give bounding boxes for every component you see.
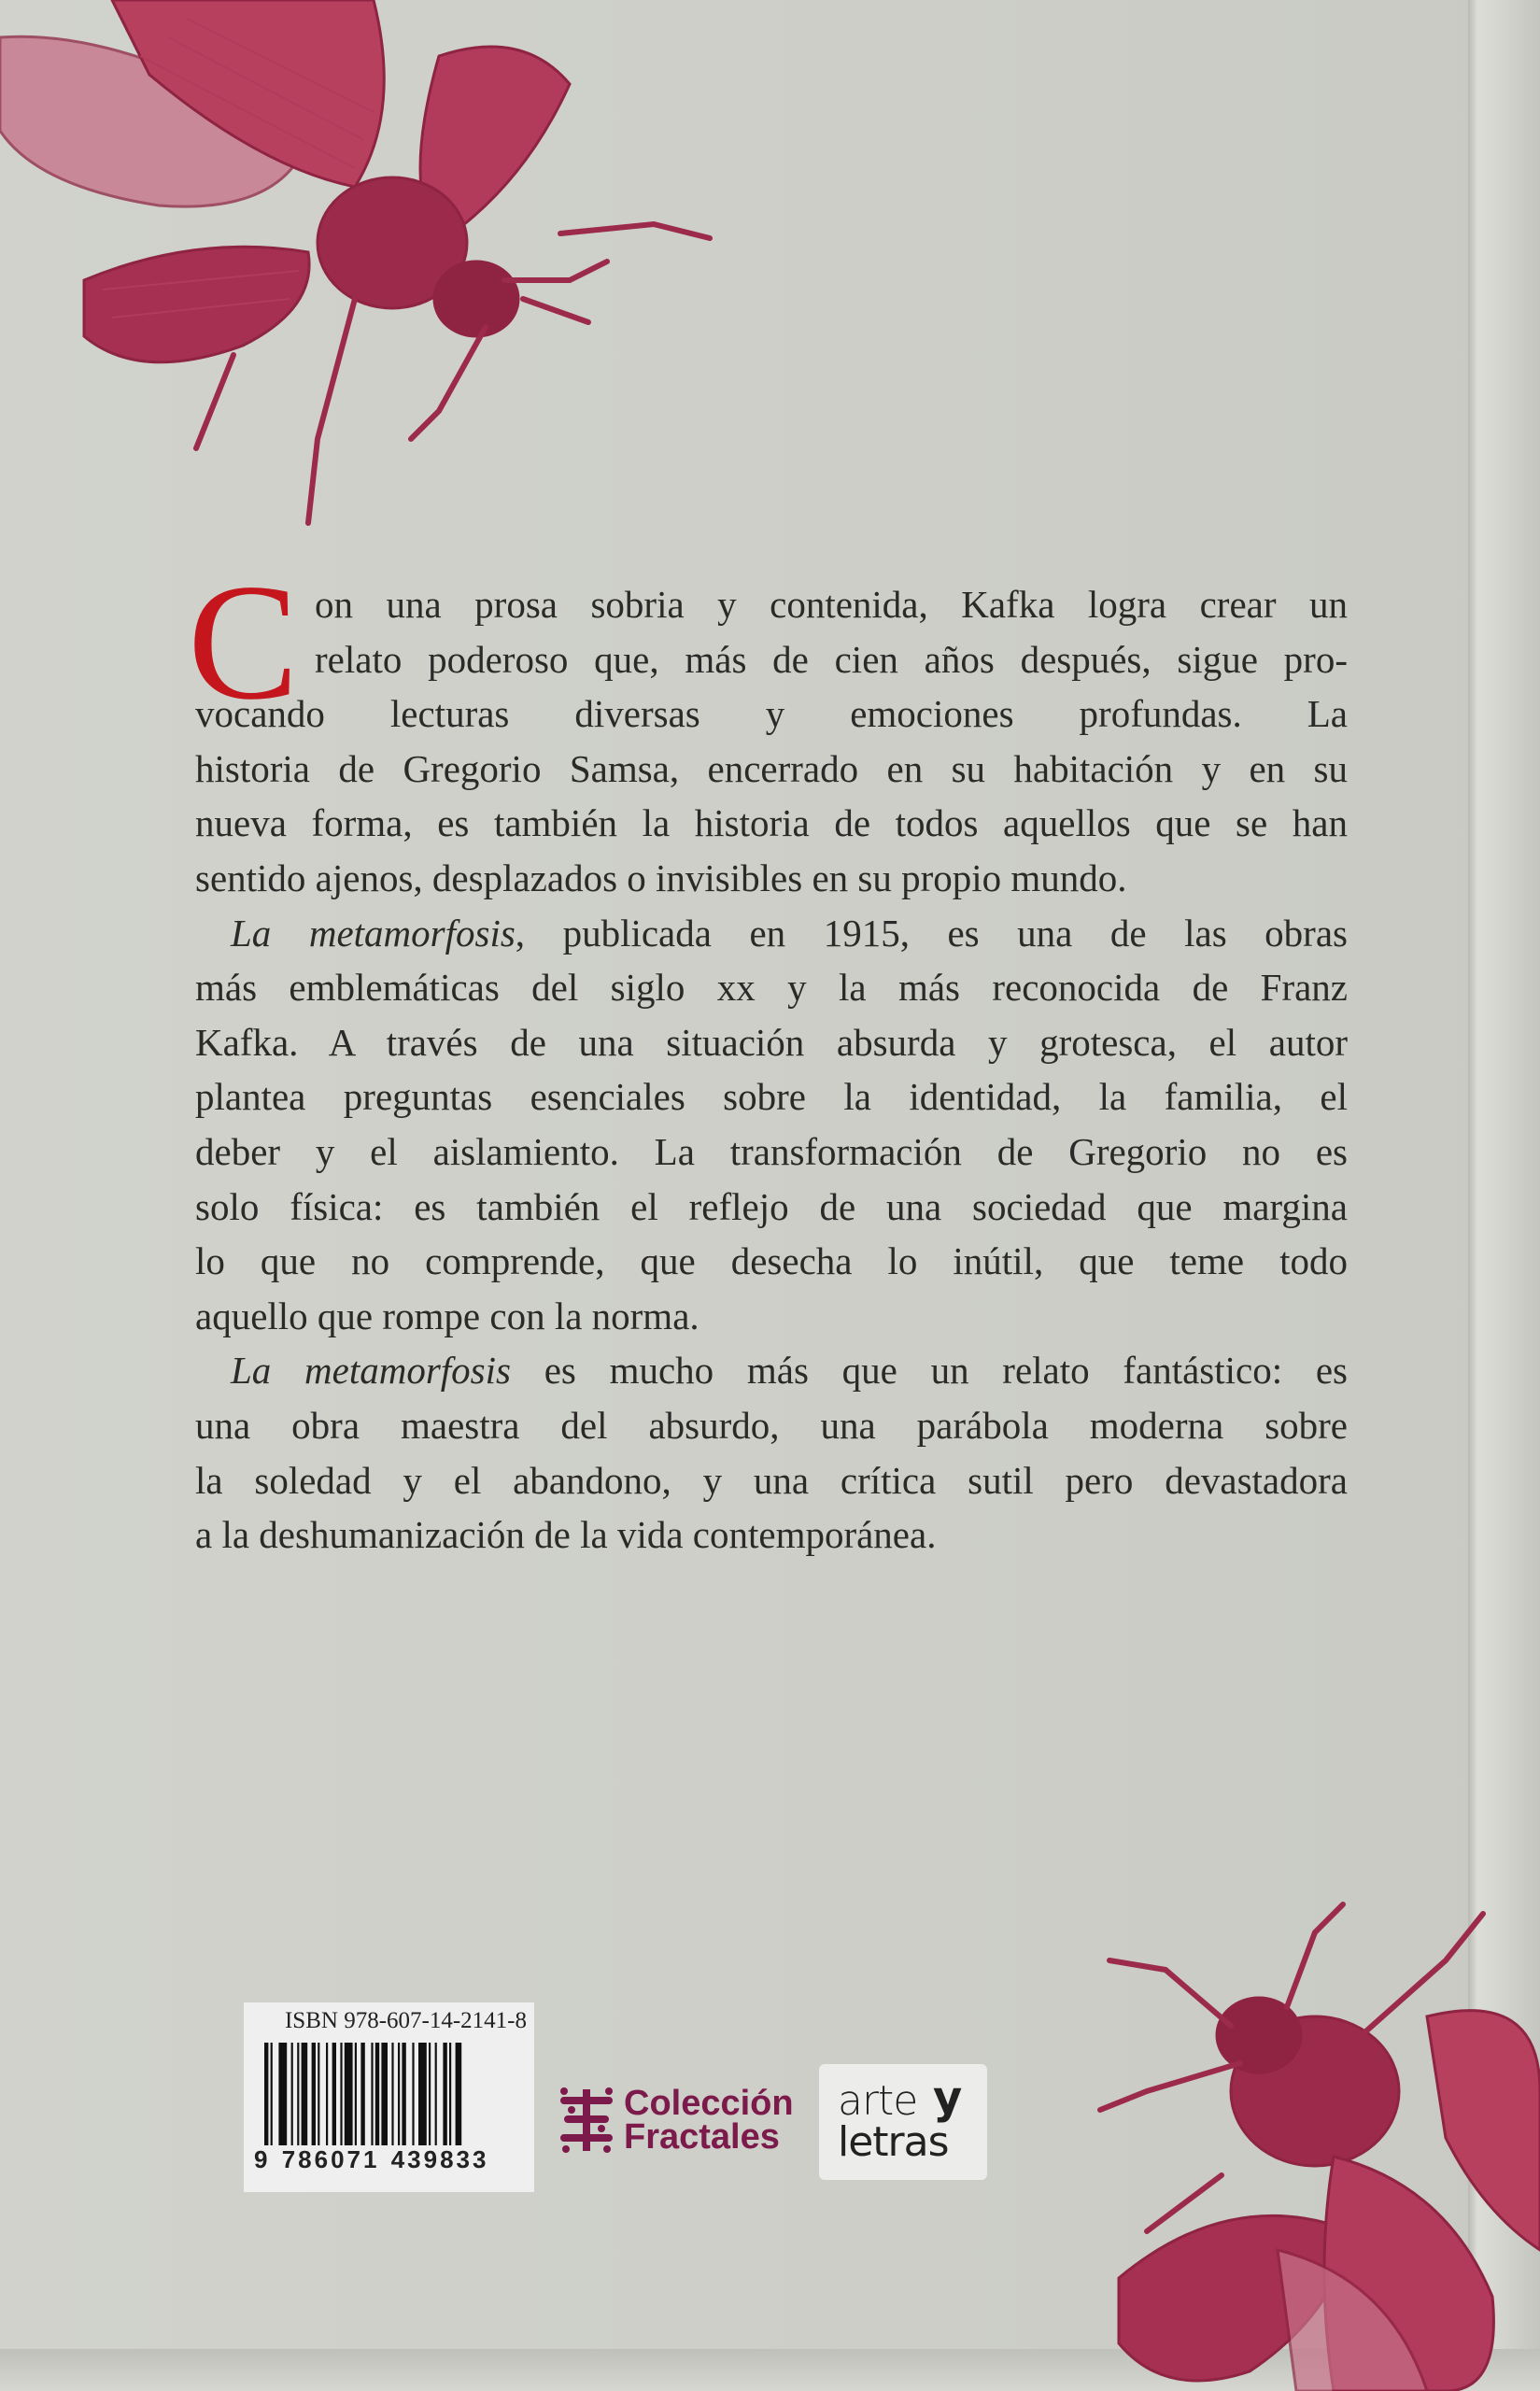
blurb-line: solo física: es también el reflejo de una sociedad que margina bbox=[195, 1184, 1348, 1228]
collection-name-line1: Colección bbox=[624, 2084, 794, 2123]
blurb-line: a la deshumanización de la vida contemporánea. bbox=[195, 1513, 937, 1557]
blurb-line: aquello que rompe con la norma. bbox=[195, 1294, 699, 1337]
arte-y-letras-logo bbox=[819, 2064, 987, 2180]
blurb-line-text: es mucho más que un relato fantástico: es bbox=[510, 1349, 1348, 1393]
fractal-icon bbox=[557, 2087, 616, 2153]
collection-name-line2: Fractales bbox=[624, 2117, 780, 2157]
beetle-illustration-top-left bbox=[0, 0, 728, 542]
beetle-illustration-bottom-right bbox=[1091, 1876, 1540, 2391]
ean-digit-group: 786071 bbox=[281, 2145, 380, 2173]
isbn-number: ISBN 978-607-14-2141-8 bbox=[284, 2008, 527, 2033]
imprint-word-y: y bbox=[933, 2072, 963, 2124]
blurb-line: relato poderoso que, más de cien años después, sigue pro- bbox=[315, 637, 1348, 681]
book-title: La metamorfosis bbox=[231, 1349, 511, 1393]
blurb-line: deber y el aislamiento. La transformación de Gregorio no es bbox=[195, 1129, 1348, 1173]
drop-cap: C bbox=[188, 549, 299, 734]
ean-digit-group: 9 bbox=[254, 2145, 271, 2173]
book-title: La metamorfosis bbox=[231, 911, 516, 955]
blurb-line: lo que no comprende, que desecha lo inútil, que teme todo bbox=[195, 1239, 1348, 1283]
blurb-text bbox=[188, 549, 1348, 1563]
blurb-line: la soledad y el abandono, y una crítica sutil pero devastadora bbox=[195, 1458, 1348, 1502]
blurb-line bbox=[195, 1343, 1348, 1398]
blurb-line: plantea preguntas esenciales sobre la identidad, la familia, el bbox=[195, 1075, 1348, 1119]
blurb-line bbox=[195, 906, 1348, 961]
blurb-line: sentido ajenos, desplazados o invisibles en su propio mundo. bbox=[195, 856, 1127, 899]
blurb-line: más emblemáticas del siglo xx y la más reconocida de Franz bbox=[195, 966, 1348, 1010]
blurb-line: on una prosa sobria y contenida, Kafka logra crear un bbox=[315, 583, 1348, 626]
blurb-line: Kafka. A través de una situación absurda y grotesca, el autor bbox=[195, 1020, 1348, 1064]
imprint-word-letras: letras bbox=[838, 2118, 949, 2166]
ean-digit-group: 439833 bbox=[390, 2145, 489, 2173]
blurb-line: nueva forma, es también la historia de todos aquellos que se han bbox=[195, 801, 1348, 845]
blurb-line: vocando lecturas diversas y emociones profundas. La bbox=[195, 692, 1348, 736]
ean-digits bbox=[253, 2145, 489, 2174]
blurb-line: una obra maestra del absurdo, una parábola moderna sobre bbox=[195, 1403, 1348, 1447]
isbn-barcode bbox=[244, 2002, 534, 2192]
blurb-line: historia de Gregorio Samsa, encerrado en su habitación y en su bbox=[195, 746, 1348, 790]
blurb-line-text: , publicada en 1915, es una de las obras bbox=[515, 911, 1348, 955]
imprint-word-arte: arte bbox=[838, 2077, 918, 2125]
coleccion-fractales-logo bbox=[557, 2084, 794, 2157]
